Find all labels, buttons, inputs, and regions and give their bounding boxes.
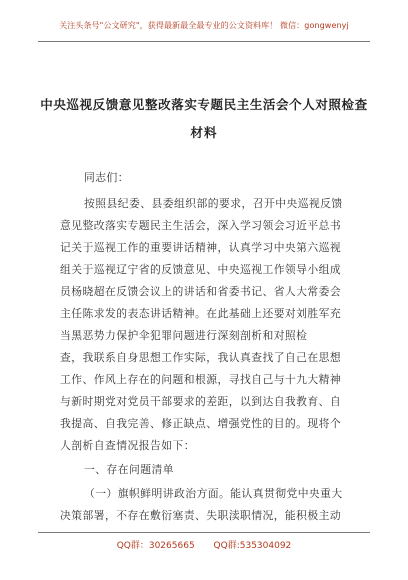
paragraph-line: 我提高、自我完善、修正缺点、增强党性的目的。现将个: [60, 417, 342, 430]
paragraph-line: 意见整改落实专题民主生活会，深入学习领会习近平总书: [60, 219, 342, 232]
paragraph-line: 员杨晓超在反馈会议上的讲话和省委书记、省人大常委会: [60, 285, 342, 298]
paragraph-line: 组关于巡视辽宁省的反馈意见、中央巡视工作领导小组成: [60, 263, 342, 276]
footer-qq-group-2: QQ群:535304092: [213, 541, 292, 551]
paragraph-line: 主任陈求发的表态讲话精神。在此基础上还要对刘胜军充: [60, 307, 342, 320]
header-banner: 关注头条号"公文研究"，获得最新最全最专业的公文资料库！ 微信：gongwenyj: [59, 21, 349, 30]
paragraph-line: （一）旗帜鲜明讲政治方面。能认真贯彻党中央重大: [84, 487, 343, 500]
paragraph-line: 当黑恶势力保护伞犯罪问题进行深刻剖析和对照检: [60, 329, 308, 342]
footer: [0, 538, 408, 551]
header-rule: [38, 41, 370, 42]
paragraph-line: 人剖析自查情况报告如下：: [60, 439, 195, 452]
paragraph-line: 按照县纪委、县委组织部的要求，召开中央巡视反馈: [84, 197, 343, 210]
footer-rule: [38, 532, 370, 533]
paragraph-line: 决策部署，不存在敷衍塞责、失职渎职情况，能积极主动: [60, 509, 342, 522]
document-title-continued: 材料: [190, 125, 218, 140]
paragraph-line: 查，我联系自身思想工作实际，我认真查找了自己在思想: [60, 351, 342, 364]
paragraph-line: 工作、作风上存在的问题和根源，寻找自己与十九大精神: [60, 373, 342, 386]
paragraph-line: 记关于巡视工作的重要讲话精神，认真学习中央第六巡视: [60, 241, 342, 254]
footer-qq-group-1: QQ群：30265665: [116, 541, 195, 551]
salutation: 同志们：: [84, 171, 129, 184]
document-title: 中央巡视反馈意见整改落实专题民主生活会个人对照检查: [40, 97, 368, 112]
paragraph-line: 与新时期党对党员干部要求的差距，以到达自我教育、自: [60, 395, 342, 408]
section-heading: 一、存在问题清单: [84, 463, 174, 476]
